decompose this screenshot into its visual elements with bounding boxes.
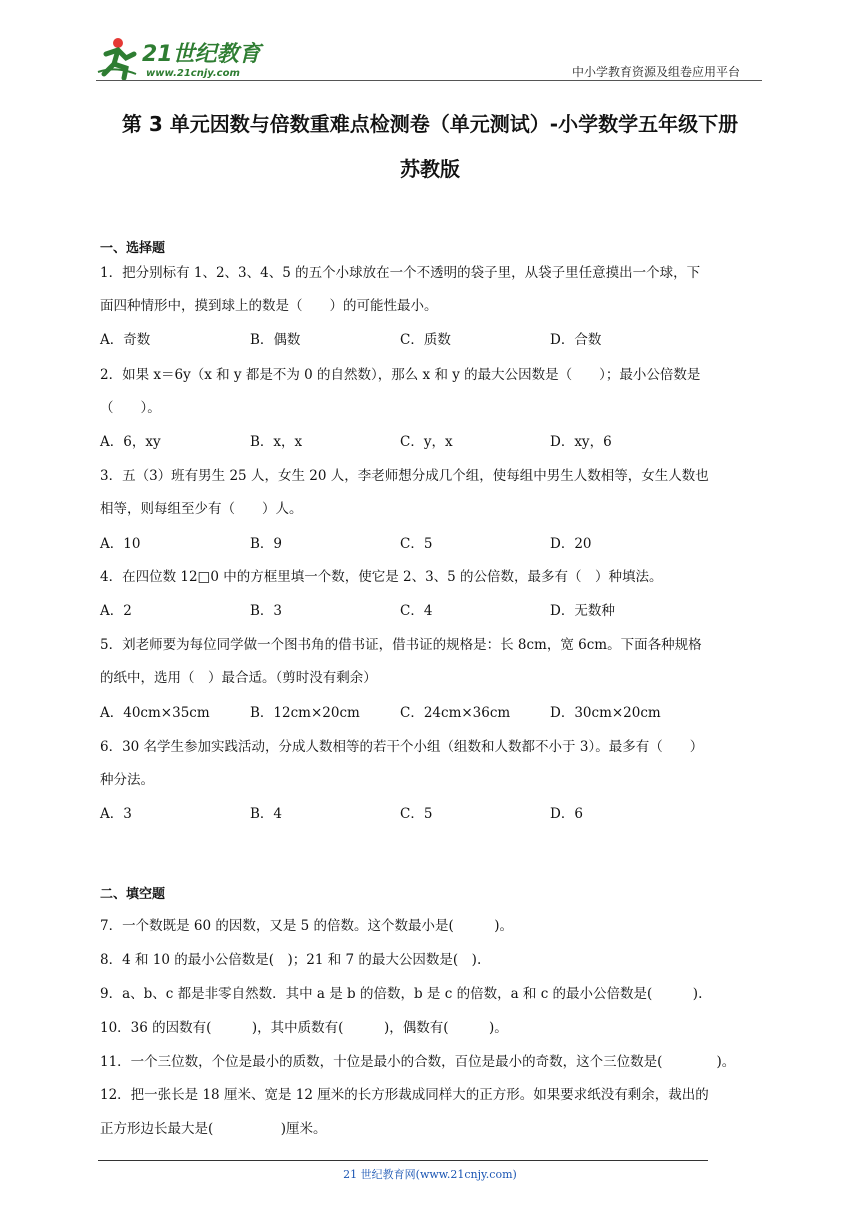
question-9: 9．a、b、c 都是非零自然数．其中 a 是 b 的倍数，b 是 c 的倍数，a 和 c 的最小公倍数是( ).	[100, 986, 703, 1002]
section-heading-choice: 一、选择题	[100, 241, 166, 256]
section-heading-fill-in: 二、填空题	[100, 887, 166, 902]
option-a: A．2	[100, 603, 132, 619]
option-a: A．10	[100, 536, 141, 552]
option-a: A．奇数	[100, 332, 151, 348]
platform-label: 中小学教育资源及组卷应用平台	[572, 65, 741, 79]
question-5-line-2: 的纸中，选用（ ）最合适。（剪时没有剩余）	[100, 670, 377, 686]
page-title-line-2: 苏教版	[400, 157, 460, 181]
question-12-line-1: 12．把一张长是 18 厘米、宽是 12 厘米的长方形裁成同样大的正方形。如果要求纸没有剩余，裁出的	[100, 1087, 709, 1103]
option-c: C．质数	[400, 332, 451, 348]
option-d: D．20	[550, 536, 592, 552]
option-b: B．12cm×20cm	[250, 705, 360, 721]
question-5-line-1: 5．刘老师要为每位同学做一个图书角的借书证，借书证的规格是：长 8cm，宽 6cm。下面各种规格	[100, 637, 702, 653]
footer-divider	[98, 1160, 708, 1161]
question-10: 10．36 的因数有( )，其中质数有( )，偶数有( )。	[100, 1020, 508, 1036]
option-d: D．6	[550, 806, 583, 822]
running-man-icon	[98, 38, 136, 78]
logo-brand-text: 21世纪教育	[142, 42, 261, 67]
option-a: A．6，xy	[100, 434, 161, 450]
option-b: B．9	[250, 536, 283, 552]
site-logo	[96, 34, 266, 80]
logo-site-text: www.21cnjy.com	[146, 68, 240, 79]
option-b: B．4	[250, 806, 283, 822]
option-b: B．x，x	[250, 434, 303, 450]
question-3-line-1: 3．五（3）班有男生 25 人，女生 20 人，李老师想分成几个组，使每组中男生人数相等，女生人数也	[100, 468, 709, 484]
question-1-line-1: 1．把分别标有 1、2、3、4、5 的五个小球放在一个不透明的袋子里，从袋子里任意摸出一个球，下	[100, 265, 701, 281]
option-c: C．4	[400, 603, 433, 619]
question-3-line-2: 相等，则每组至少有（ ）人。	[100, 501, 303, 517]
option-c: C．24cm×36cm	[400, 705, 511, 721]
question-6-line-1: 6．30 名学生参加实践活动，分成人数相等的若干个小组（组数和人数都不小于 3）。最多有（ ）	[100, 739, 704, 755]
option-d: D．无数种	[550, 603, 615, 619]
header-divider	[96, 80, 762, 81]
footer-link[interactable]: 21 世纪教育网(www.21cnjy.com)	[343, 1168, 517, 1181]
question-4-line-1: 4．在四位数 12□0 中的方框里填一个数，使它是 2、3、5 的公倍数，最多有（ ）种填法。	[100, 569, 663, 585]
question-8: 8．4 和 10 的最小公倍数是( )；21 和 7 的最大公因数是( ).	[100, 952, 482, 968]
question-1-line-2: 面四种情形中，摸到球上的数是（ ）的可能性最小。	[100, 298, 438, 314]
question-2-line-1: 2．如果 x＝6y（x 和 y 都是不为 0 的自然数），那么 x 和 y 的最大公因数是（ ）；最小公倍数是	[100, 367, 701, 383]
question-6-line-2: 种分法。	[100, 772, 154, 788]
option-c: C．y，x	[400, 434, 453, 450]
option-b: B．3	[250, 603, 283, 619]
question-12-line-2: 正方形边长最大是( )厘米。	[100, 1121, 327, 1137]
option-d: D．xy，6	[550, 434, 612, 450]
page-title-line-1: 第 3 单元因数与倍数重难点检测卷（单元测试）-小学数学五年级下册	[121, 112, 739, 136]
question-11: 11．一个三位数，个位是最小的质数，十位是最小的合数，百位是最小的奇数，这个三位数是( )。	[100, 1054, 736, 1070]
option-d: D．30cm×20cm	[550, 705, 661, 721]
option-c: C．5	[400, 536, 433, 552]
question-7: 7．一个数既是 60 的因数，又是 5 的倍数。这个数最小是( )。	[100, 918, 514, 934]
option-d: D．合数	[550, 332, 602, 348]
option-b: B．偶数	[250, 332, 301, 348]
question-2-line-2: （ ）。	[100, 400, 161, 416]
option-c: C．5	[400, 806, 433, 822]
option-a: A．40cm×35cm	[100, 705, 210, 721]
option-a: A．3	[100, 806, 132, 822]
